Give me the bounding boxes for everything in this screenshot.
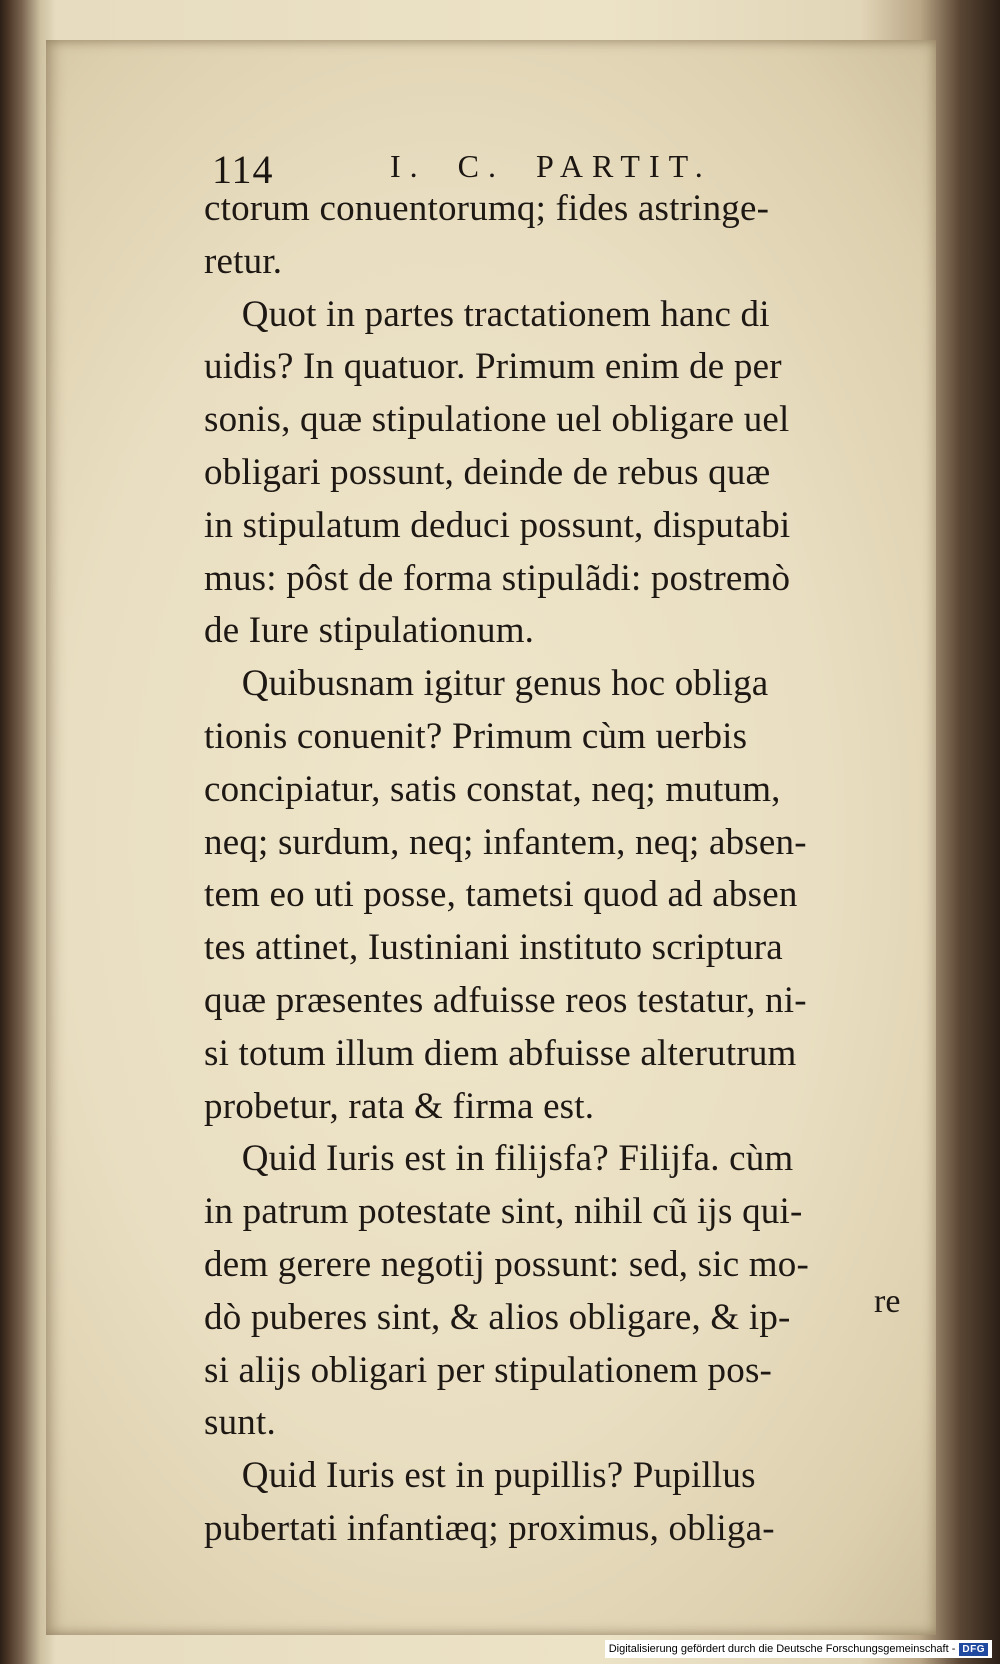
text-line: pubertati infantiæq; proximus, obliga- (204, 1507, 775, 1549)
text-line: retur. (204, 240, 283, 282)
credit-text: Digitalisierung gefördert durch die Deutsche Forschungsgemeinschaft - (608, 1643, 956, 1655)
text-line: in patrum potestate sint, nihil cũ ijs qui- (204, 1191, 803, 1233)
body-text (204, 183, 904, 1556)
text-line: de Iure stipulationum. (204, 610, 535, 652)
text-line: in stipulatum deduci possunt, disputabi (204, 504, 791, 546)
text-line: si alijs obligari per stipulationem pos- (204, 1349, 773, 1391)
text-line: dem gerere negotij possunt: sed, sic mo- (204, 1243, 810, 1285)
text-line: Quot in partes tractationem hanc di (204, 293, 770, 335)
text-line: uidis? In quatuor. Primum enim de per (204, 346, 782, 388)
text-line: tes attinet, Iustiniani instituto scriptura (204, 927, 783, 969)
text-line: probetur, rata & firma est. (204, 1085, 595, 1127)
text-line: Quibusnam igitur genus hoc obliga (204, 663, 769, 705)
text-line: tionis conuenit? Primum cùm uerbis (204, 715, 748, 757)
running-head: I. C. PARTIT. (390, 148, 712, 184)
text-line: Quid Iuris est in filijsfa? Filijfa. cùm (204, 1138, 794, 1180)
text-line: dò puberes sint, & alios obligare, & ip- (204, 1296, 791, 1338)
text-line: ctorum conuentorumq; fides astringe- (204, 188, 770, 229)
text-line: mus: pôst de forma stipulãdi: postremò (204, 557, 791, 599)
digitization-credit (605, 1640, 992, 1658)
text-line: si totum illum diem abfuisse alterutrum (204, 1032, 797, 1074)
text-line: sonis, quæ stipulatione uel obligare uel (204, 399, 790, 441)
folio-number: 114 (212, 147, 274, 192)
text-line: tem eo uti posse, tametsi quod ad absen (204, 874, 798, 916)
text-line: quæ præsentes adfuisse reos testatur, ni- (204, 979, 807, 1021)
text-line: neq; surdum, neq; infantem, neq; absen- (204, 821, 807, 863)
text-line: sunt. (204, 1402, 276, 1444)
text-line: concipiatur, satis constat, neq; mutum, (204, 768, 781, 810)
catchword: re (874, 1283, 901, 1320)
dfg-logo-icon: DFG (959, 1643, 988, 1656)
text-line: Quid Iuris est in pupillis? Pupillus (204, 1455, 756, 1497)
text-line: obligari possunt, deinde de rebus quæ (204, 451, 771, 493)
